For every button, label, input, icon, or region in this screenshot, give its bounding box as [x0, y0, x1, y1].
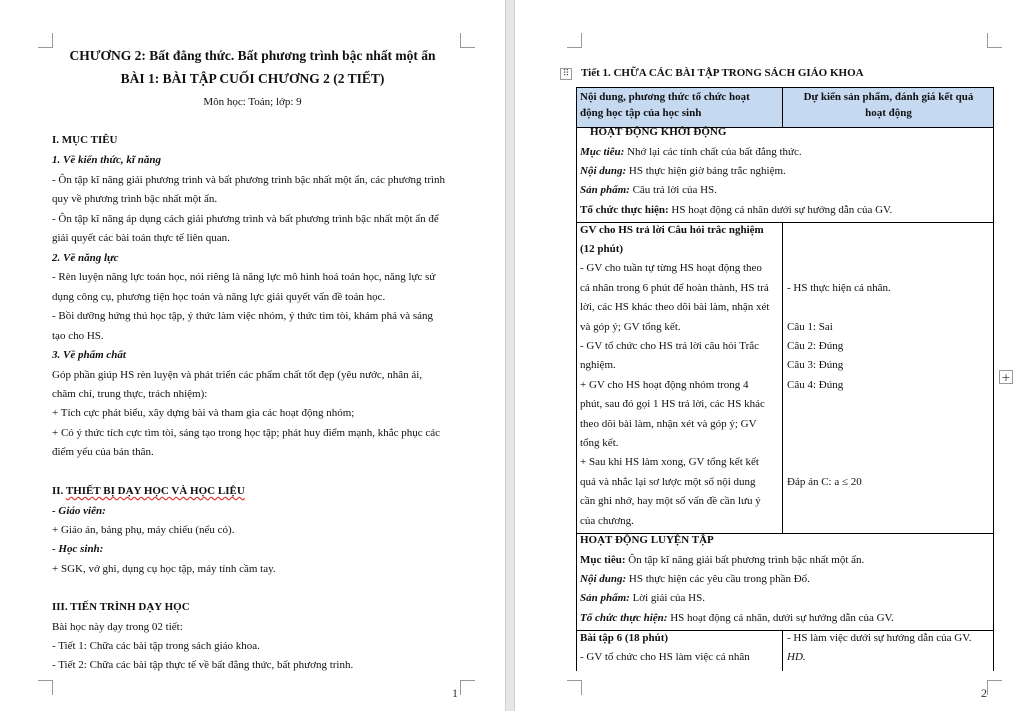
- paragraph-line: - Ôn tập kĩ năng áp dụng cách giải phương trình và bất phương trình bậc nhất một ẩn để: [52, 213, 439, 225]
- crop-mark: [38, 680, 53, 695]
- page-gap: [505, 0, 515, 711]
- paragraph-line: + SGK, vở ghi, dụng cụ học tập, máy tính cầm tay.: [52, 563, 276, 575]
- table-border: [782, 222, 783, 533]
- quiz-step-line: - GV cho tuần tự từng HS hoạt động theo: [580, 262, 762, 274]
- column-1-header: động học tập của học sinh: [580, 107, 702, 119]
- final-answer: Đáp án C: a ≤ 20: [787, 476, 862, 488]
- activity-organization: [580, 201, 892, 221]
- paragraph-line: Bài học này dạy trong 02 tiết:: [52, 621, 183, 633]
- paragraph-line: quy về phương trình bậc nhất một ẩn.: [52, 193, 218, 205]
- activity-goal: [580, 551, 864, 571]
- subsection-heading: 2. Về năng lực: [52, 252, 119, 264]
- product-label: Sản phẩm:: [580, 184, 630, 196]
- table-border: [576, 87, 577, 671]
- goal-label: Mục tiêu:: [580, 146, 625, 158]
- activity-product: [580, 181, 717, 201]
- page-number: 2: [981, 686, 987, 700]
- subject-line: Môn học: Toán; lớp: 9: [203, 96, 302, 108]
- paragraph-line: + Có ý thức tích cực tìm tòi, sáng tạo trong học tập; phát huy điểm mạnh, khắc phục các: [52, 427, 441, 439]
- paragraph-line: - Ôn tập kĩ năng giải phương trình và bất phương trình bậc nhất một ẩn, các phương trình: [52, 174, 446, 186]
- organization-label: Tổ chức thực hiện:: [580, 204, 669, 216]
- quiz-step-line: theo dõi bài làm, nhận xét và góp ý; GV: [580, 418, 757, 430]
- quiz-step-line: phút, sau đó gọi 1 HS trả lời, các HS khác: [580, 398, 765, 410]
- paragraph-line: chăm chỉ, trung thực, trách nhiệm):: [52, 388, 208, 400]
- goal-text: Nhớ lại các tính chất của bất đẳng thức.: [624, 146, 802, 158]
- crop-mark: [987, 680, 1002, 695]
- quiz-step-line: nghiệm.: [580, 359, 616, 371]
- column-2-header: hoạt động: [865, 107, 912, 119]
- quiz-step-line: quả và nhắc lại sơ lược một số nội dung: [580, 476, 756, 488]
- table-move-handle-icon[interactable]: ⠿: [560, 68, 572, 80]
- paragraph-line: điểm yếu của bản thân.: [52, 446, 154, 458]
- lesson-title: BÀI 1: BÀI TẬP CUỐI CHƯƠNG 2 (2 TIẾT): [120, 71, 385, 86]
- expected-result: - HS thực hiện cá nhân.: [787, 282, 891, 294]
- content-label: Nội dung:: [580, 573, 627, 585]
- activity-content: [580, 570, 810, 590]
- lesson-section-heading: Tiết 1. CHỮA CÁC BÀI TẬP TRONG SÁCH GIÁO KHOA: [581, 67, 864, 79]
- quiz-step-line: - GV tổ chức cho HS trả lời câu hỏi Trắc: [580, 340, 759, 352]
- content-label: Nội dung:: [580, 165, 627, 177]
- goal-text: Ôn tập kĩ năng giải bất phương trình bậc nhất một ẩn.: [625, 554, 865, 566]
- paragraph-line: - Tiết 1: Chữa các bài tập trong sách giáo khoa.: [52, 640, 260, 652]
- answer-q3: Câu 3: Đúng: [787, 359, 844, 371]
- quiz-step-line: cần ghi nhớ, hay một số vấn đề cần lưu ý: [580, 495, 761, 507]
- crop-mark: [567, 680, 582, 695]
- chapter-title: CHƯƠNG 2: Bất đẳng thức. Bất phương trình bậc nhất một ẩn: [69, 48, 436, 63]
- organization-text: HS hoạt động cá nhân dưới sự hướng dẫn của GV.: [668, 204, 893, 216]
- organization-text: HS hoạt động cá nhân, dưới sự hướng dẫn của GV.: [667, 612, 894, 624]
- answer-q1: Câu 1: Sai: [787, 321, 833, 333]
- section-2-heading: [52, 485, 245, 498]
- paragraph-line: - Rèn luyện năng lực toán học, nói riêng là năng lực mô hình hoá toán học, năng lực sử: [52, 271, 436, 283]
- column-1-header: Nội dung, phương thức tổ chức hoạt: [580, 91, 750, 103]
- activity-title: HOẠT ĐỘNG LUYỆN TẬP: [580, 534, 714, 546]
- goal-label: Mục tiêu:: [580, 554, 626, 566]
- paragraph-line: - Tiết 2: Chữa các bài tập thực tế về bất đẳng thức, bất phương trình.: [52, 659, 354, 671]
- section-1-heading: I. MỤC TIÊU: [52, 134, 118, 146]
- table-add-row-icon[interactable]: +: [999, 370, 1013, 384]
- quiz-step-line: + Sau khi HS làm xong, GV tổng kết kết: [580, 456, 759, 468]
- quiz-title: GV cho HS trả lời Câu hỏi trắc nghiệm: [580, 224, 764, 236]
- content-text: HS thực hiện các yêu cầu trong phần Đố.: [626, 573, 810, 585]
- activity-title: HOẠT ĐỘNG KHỞI ĐỘNG: [590, 126, 727, 138]
- subsection-heading: 1. Về kiến thức, kĩ năng: [52, 154, 161, 166]
- exercise-result-line: HD.: [787, 651, 806, 663]
- section-2-title: THIẾT BỊ DẠY HỌC VÀ HỌC LIỆU: [65, 485, 245, 497]
- activity-goal: [580, 143, 802, 163]
- quiz-duration: (12 phút): [580, 243, 624, 255]
- paragraph-line: giải quyết các bài toán thực tế liên quan.: [52, 232, 230, 244]
- answer-q4: Câu 4: Đúng: [787, 379, 844, 391]
- quiz-step-line: của chương.: [580, 515, 634, 527]
- page-number: 1: [452, 686, 458, 700]
- quiz-step-line: lời, các HS khác theo dõi bài làm, nhận xét: [580, 301, 770, 313]
- quiz-step-line: cá nhân trong 6 phút để hoàn thành, HS trả: [580, 282, 769, 294]
- quiz-step-line: + GV cho HS hoạt động nhóm trong 4: [580, 379, 749, 391]
- paragraph-line: Góp phần giúp HS rèn luyện và phát triển các phẩm chất tốt đẹp (yêu nước, nhân ái,: [52, 369, 423, 381]
- answer-q2: Câu 2: Đúng: [787, 340, 844, 352]
- student-label: - Học sinh:: [52, 543, 104, 555]
- crop-mark: [38, 33, 53, 48]
- document-page-2[interactable]: [515, 0, 1025, 711]
- section-3-heading: III. TIẾN TRÌNH DẠY HỌC: [52, 601, 190, 613]
- section-2-prefix: II.: [52, 485, 66, 497]
- activity-product: [580, 589, 705, 609]
- column-2-header: Dự kiến sản phẩm, đánh giá kết quả: [803, 91, 974, 103]
- product-text: Lời giải của HS.: [629, 592, 705, 604]
- quiz-step-line: tổng kết.: [580, 437, 619, 449]
- organization-label: Tổ chức thực hiện:: [580, 612, 668, 624]
- crop-mark: [987, 33, 1002, 48]
- exercise-result-line: - HS làm việc dưới sự hướng dẫn của GV.: [787, 632, 972, 644]
- product-label: Sản phẩm:: [580, 592, 630, 604]
- document-page-1[interactable]: [0, 0, 505, 711]
- crop-mark: [460, 680, 475, 695]
- table-border: [993, 87, 994, 671]
- paragraph-line: + Tích cực phát biểu, xây dựng bài và tham gia các hoạt động nhóm;: [52, 407, 355, 419]
- paragraph-line: - Bồi dưỡng hứng thú học tập, ý thức làm việc nhóm, ý thức tìm tòi, khám phá và sáng: [52, 310, 433, 322]
- table-border: [782, 630, 783, 671]
- exercise-step-line: - GV tổ chức cho HS làm việc cá nhân: [580, 651, 750, 663]
- subsection-heading: 3. Về phẩm chất: [52, 349, 126, 361]
- lesson-plan-table: [576, 87, 994, 671]
- teacher-label: - Giáo viên:: [52, 505, 106, 517]
- content-text: HS thực hiện giờ bảng trắc nghiệm.: [626, 165, 786, 177]
- paragraph-line: + Giáo án, bảng phụ, máy chiếu (nếu có).: [52, 524, 235, 536]
- crop-mark: [567, 33, 582, 48]
- activity-organization: [580, 609, 894, 629]
- activity-content: [580, 162, 786, 182]
- exercise-title: Bài tập 6 (18 phút): [580, 632, 669, 644]
- paragraph-line: dụng công cụ, phương tiện học toán và năng lực giải quyết vấn đề toán học.: [52, 291, 386, 303]
- product-text: Câu trả lời của HS.: [629, 184, 717, 196]
- quiz-step-line: và góp ý; GV tổng kết.: [580, 321, 681, 333]
- crop-mark: [460, 33, 475, 48]
- paragraph-line: tạo cho HS.: [52, 330, 104, 342]
